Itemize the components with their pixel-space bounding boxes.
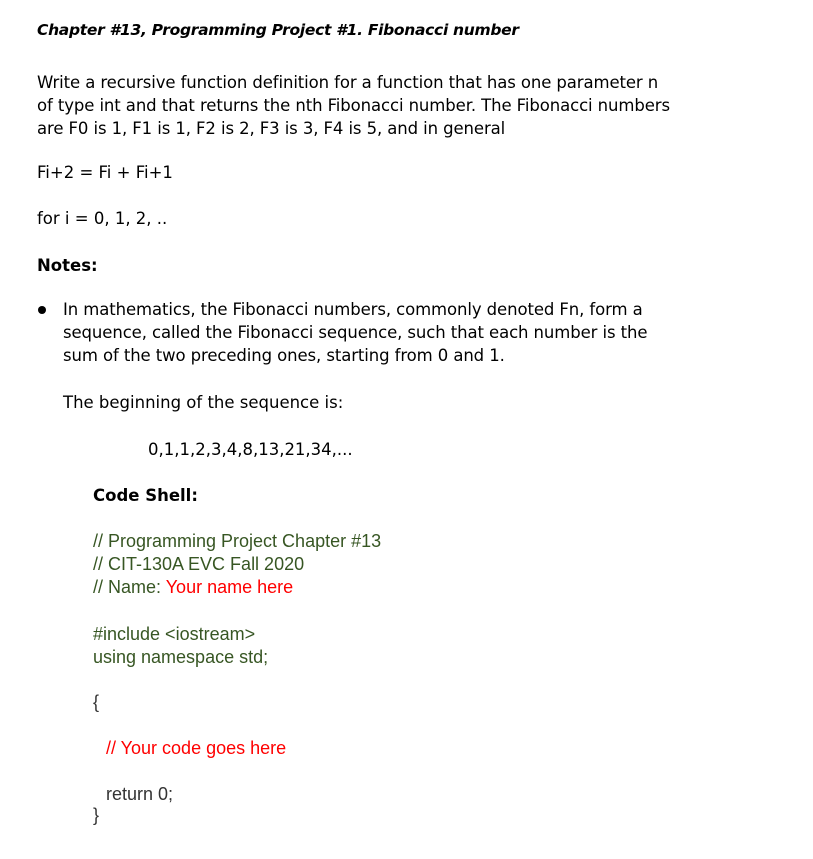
code-open-brace: { — [93, 692, 100, 712]
code-placeholder-comment: // Your code goes here — [106, 738, 287, 758]
sequence-intro: The beginning of the sequence is: — [63, 393, 344, 412]
notes-heading: Notes: — [37, 256, 98, 275]
bullet-icon — [38, 306, 46, 314]
bullet-line: sum of the two preceding ones, starting from 0 and 1. — [63, 346, 505, 365]
fibonacci-sequence: 0,1,1,2,3,4,8,13,21,34,... — [148, 440, 353, 459]
description-line: of type int and that returns the nth Fibonacci number. The Fibonacci numbers — [37, 96, 670, 115]
fibonacci-formula: Fi+2 = Fi + Fi+1 — [37, 163, 173, 182]
name-placeholder: Your name here — [165, 577, 294, 597]
code-using-namespace: using namespace std; — [93, 647, 269, 667]
bullet-line: sequence, called the Fibonacci sequence, such that each number is the — [63, 323, 648, 342]
code-comment-project: // Programming Project Chapter #13 — [93, 531, 382, 551]
notes-bullet-text — [63, 298, 803, 367]
code-include: #include <iostream> — [93, 624, 256, 644]
description-line: Write a recursive function definition for a function that has one parameter n — [37, 73, 659, 92]
code-shell-heading: Code Shell: — [93, 486, 198, 505]
code-return-statement: return 0; — [106, 784, 174, 804]
code-comment-name — [93, 577, 293, 598]
name-label: // Name: — [93, 577, 166, 597]
code-close-brace: } — [93, 805, 100, 825]
description-paragraph — [37, 71, 797, 140]
code-comment-course: // CIT-130A EVC Fall 2020 — [93, 554, 305, 574]
document-title: Chapter #13, Programming Project #1. Fibonacci number — [37, 21, 519, 39]
description-line: are F0 is 1, F1 is 1, F2 is 2, F3 is 3, F4 is 5, and in general — [37, 119, 506, 138]
index-range: for i = 0, 1, 2, .. — [37, 209, 168, 228]
bullet-line: In mathematics, the Fibonacci numbers, commonly denoted Fn, form a — [63, 300, 643, 319]
